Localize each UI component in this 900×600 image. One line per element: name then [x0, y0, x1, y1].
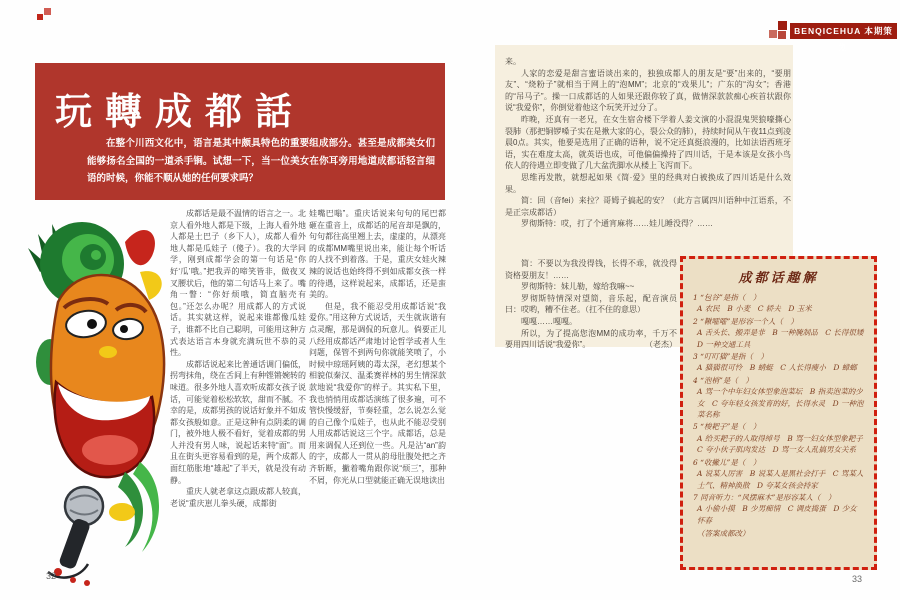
- dialect-quiz-box: [680, 256, 877, 570]
- right-column-full: [505, 56, 791, 230]
- left-column-2: [309, 208, 446, 486]
- body-paragraph: 成都话是最不温情的语言之一。北京人看外地人都是下级，上海人看外地人都是土巴子（乡下人），成都人看外地人都是瓜娃子（傻子）。我的大学同学，刚到成都学会的第一句话是“你好‘瓜’哦。”把我弄的啼笑皆非，做夜叉叉腰状后，他的第二句话马上来了。嘴角一瞥：“你好烦哦，简直脑壳有包。”还怎么办呢？用成都人的方式说话。其实就这样，说起来谁都像瓜娃子，谁都不比自己聪明，可能用这种方式表达语言本身就充满玩世不恭的灵性。: [170, 209, 306, 358]
- quiz-options: A 骂一个中年妇女体型象泡菜坛 B 指卖泡菜的少女 C 夸年轻女孩发育的好，长得水灵 D 一种泡菜名称: [697, 387, 864, 420]
- quiz-item: [693, 292, 864, 315]
- quiz-item: [693, 351, 864, 374]
- quiz-options: A 农民 B 小麦 C 轿夫 D 玉米: [697, 304, 812, 314]
- page-title: 玩轉成都話: [55, 91, 305, 132]
- quiz-item: [693, 375, 864, 421]
- quiz-answer-note: （答案成都改）: [697, 529, 750, 539]
- quiz-item: [693, 457, 864, 491]
- quiz-question: 3 “叮叮猫”是指（ ）: [693, 352, 768, 362]
- left-column-1: [170, 208, 306, 509]
- quiz-question: 6 “收撇儿”是（ ）: [693, 457, 761, 467]
- quiz-item: [693, 316, 871, 350]
- body-paragraph: 人家的恋爱是甜言蜜语谈出来的，独独成都人的朋友是“要”出来的，“要朋友”、“烧粉子”就相当于网上的“泡MM”；北京的“戏果儿”；广东的“沟女”；香港的“吊马子”。操一口成都话的人如果还跟你较了真，做情深款款痴心疾首状跟你说“我爱你”，你倒觉着他这个玩笑开过分了。: [505, 68, 791, 113]
- corner-decoration: [37, 8, 51, 20]
- body-paragraph: 简：不要以为我没得钱，长得不乖，就没得资格耍朋友！……: [505, 259, 677, 280]
- author-byline: （老杰）: [645, 340, 677, 350]
- singing-clown-face-icon: [28, 210, 170, 588]
- quiz-item: [693, 421, 871, 455]
- article-title-block: [35, 63, 445, 200]
- quiz-title: 成都话趣解: [738, 271, 819, 286]
- quiz-options: A 说某人厉害 B 说某人是黑社会打手 C 骂某人土气、精神涣散 D 夸某女孩会持家: [697, 469, 864, 490]
- body-paragraph: 来。: [505, 57, 521, 66]
- section-header-tag: BENQICEHUA 本期策划: [790, 23, 897, 39]
- body-text: 所以，为了提高您泡MM的成功率，千万不要用四川话说“我爱你”。: [505, 328, 677, 350]
- article-intro: 在整个川西文化中，语言是其中颇具特色的重要组成部分。甚至是成都美女们能够扬名全国的一道杀手锏。试想一下，当一位美女在你耳旁用地道成都话轻言细语的时候，你能不顺从她的任何要求吗？: [87, 138, 435, 185]
- body-paragraph: [505, 328, 677, 351]
- quiz-question: 5 “梭耙子”是（ ）: [693, 422, 761, 432]
- quiz-options: A 小偷小摸 B 少男痴情 C 调皮捣蛋 D 少女怀春: [697, 504, 857, 525]
- quiz-options: A 猫猫很可怜 B 蜻蜓 C 人长得瘦小 D 蟑螂: [697, 363, 857, 373]
- header-tag-squares: [769, 20, 789, 40]
- body-paragraph: 嘎嘎……嘎嘎。: [521, 316, 577, 326]
- page-number-left: 32: [46, 571, 57, 581]
- cartoon-singer-illustration: [28, 210, 170, 588]
- body-paragraph: 简：回（音fei）来拉？哥姆子搞起的安？（此方言属四川语种中江语系，不是正宗成都话）: [505, 196, 791, 217]
- body-paragraph: 重庆人就老拿这点跟成都人较真，老说“重庆崽儿拳头硬，成都街: [170, 487, 306, 508]
- body-paragraph: 昨晚，还真有一老兄，在女生宿舍楼下学着人姜文演的小混混鬼哭狼嚎撕心裂肺（那把铜锣嗓子实在是揪大家的心，裂公众的肺），持续时间从午夜11点到凌晨0点。其实，他要是选用了正确的语种，说不定还真挺浪漫的，比如法语西班牙语，实在难度太高，就英语也成，可他偏偏操持了四川话，于是本该是女孩小鸟依人的待遇立即变做了几大盆洗脚水从楼上飞泻而下。: [505, 114, 791, 171]
- body-paragraph: 罗彻斯特情深对望简，音乐起，配音演员曰：哎哟，糟不住老。（扛不住的意思）: [505, 293, 677, 315]
- body-paragraph: 罗彻斯特：哎，打了个通宵麻将……娃儿睡没得？……: [521, 219, 713, 229]
- quiz-question: 7 同音听力：“风摆麻木”是形容某人（ ）: [693, 492, 836, 502]
- body-paragraph: 成都话说起来比普通话调门偏低，拐弯抹角，绕在舌间上有种铿锵婉转的味道。很多外地人喜欢听成都女孩子说话，可能觉着松松软软，甜而不腻。不幸的是，成都男孩的说话好象并不如成都女孩般如意。正是这种有点阴柔的调门，被外地人极不看好，觉着成都的男人并没有男人味，说起话来特“面”。而且在街头更容易看到的是，两个成都人面红筋胀地“雄起”了半天，就是没有动静。: [170, 359, 306, 485]
- body-paragraph: 但是，我不能忍受用成都话说“我爱你。”用这种方式说话，天生就诙谐有点灵醒，那是调侃的玩意儿。倘要正儿八经用成都话严肃地讨论哲学或者人生问题，保管不到两句你就能笑喷了，小时候中琼瑶阿姨的毒太深，老幻想某个相貌似秦汉、温柔赛祥林的男生情深款款地说“我爱你”的样子。其实私下里，我也悄悄用成都话演练了很多遍，可不管快慢缓舒，节奏轻重，怎么说怎么觉的自己像个瓜娃子，也从此不能忍受别人用成都话说这三个字。成都话，总是用来调侃人还到位一些。凡是沾“an”韵的字，成都人一贯从韵母肚腹处把之齐齐斩断，撇着嘴角跟你说“烦三”，那种不屑，你光从口型就能正确无误地读出: [309, 301, 446, 485]
- quiz-question: 2 “鞦嚯嚯”是形容一个人（ ）: [693, 316, 798, 326]
- right-column-narrow: [505, 258, 677, 351]
- body-paragraph: 思维再发散，就想起如果《简·爱》里的经典对白被换成了四川话是什么效果。: [505, 172, 791, 194]
- quiz-options: A 舌头长、搬弄是非 B 一种腌制品 C 长得很矮 D 一种交通工具: [697, 328, 871, 349]
- quiz-question: 1 “包谷”是指（ ）: [693, 293, 761, 302]
- body-paragraph: 娃嘴巴嗡”。重庆话说来句句的尾巴都砸在重音上，成都话的尾音却是飘的，句句都往高里翘上去，虚虚的，从漂亮的成都MM嘴里说出来，能让每个听话的人找不到着落。于是，重庆女娃火辣辣的说话也始终得不到如成都女孩一样的待遇，这样说起来，成都话，还是蛮美的。: [309, 209, 446, 300]
- quiz-options: A 给买耙子的人取得绰号 B 骂一妇女体型象耙子 C 夸小伙子肌肉发达 D 骂一女人乱搞男女关系: [697, 433, 871, 455]
- body-paragraph: 罗彻斯特：妹儿勒，嫁给我嘛~~: [521, 282, 635, 292]
- quiz-item: [693, 492, 864, 526]
- page-number-right: 33: [852, 574, 863, 584]
- quiz-question: 4 “泡梢”是（ ）: [693, 375, 753, 385]
